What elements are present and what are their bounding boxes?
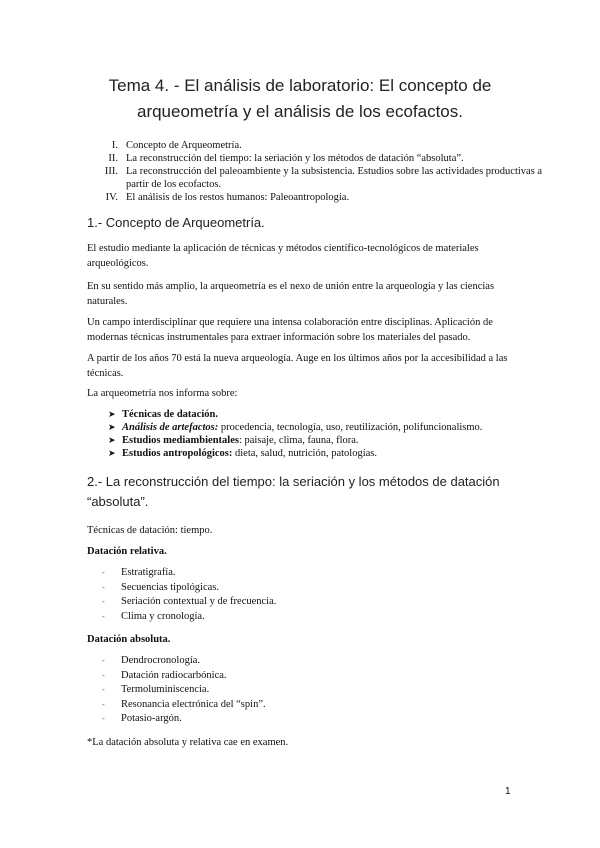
list-item: ➤ Estudios antropológicos: dieta, salud, nutrición, patologías. — [108, 448, 378, 459]
list-item: - Estratigrafía. — [102, 567, 176, 578]
absolute-dating-list — [102, 654, 502, 727]
page-number: 1 — [505, 786, 511, 797]
list-item: ➤ Análisis de artefactos: procedencia, tecnología, uso, reutilización, polifuncionalismo. — [108, 422, 483, 433]
section-1-paragraph: El estudio mediante la aplicación de técnicas y métodos científico-tecnológicos de materiales arqueológicos. — [87, 243, 479, 269]
list-item: - Secuencias tipológicas. — [102, 581, 219, 593]
toc-item: II. La reconstrucción del tiempo: la seriación y los métodos de datación “absoluta”. — [108, 153, 464, 164]
arrow-bullet-icon: ➤ — [108, 435, 116, 445]
arqueometria-topics-list — [108, 408, 538, 460]
list-item: - Potasio-argón. — [102, 713, 182, 724]
section-1-paragraph: A partir de los años 70 está la nueva arqueología. Auge en los últimos años por la accesibilidad a las técnicas. — [87, 353, 508, 379]
arrow-bullet-icon: ➤ — [108, 422, 116, 432]
arrow-bullet-icon: ➤ — [108, 409, 116, 419]
section-1-heading: 1.- Concepto de Arqueometría. — [87, 215, 265, 230]
document-title — [60, 73, 540, 125]
title-line-2: arqueometría y el análisis de los ecofactos. — [136, 102, 463, 121]
list-item: ➤ Técnicas de datación. — [108, 409, 218, 420]
title-line-1: Tema 4. - El análisis de laboratorio: El concepto de — [108, 76, 492, 95]
section-1-paragraph: La arqueometría nos informa sobre: — [87, 388, 238, 399]
list-item: - Clima y cronología. — [102, 610, 205, 622]
list-item: - Datación radiocarbónica. — [102, 669, 227, 681]
toc-item: III. La reconstrucción del paleoambiente y la subsistencia. Estudios sobre las actividades productivas a partir de los ecofactos. — [104, 166, 543, 190]
section-1-paragraph: En su sentido más amplio, la arqueometría es el nexo de unión entre la arqueología y las ciencias naturales. — [87, 281, 495, 307]
list-item: ➤ Estudios mediambientales: paisaje, clima, fauna, flora. — [108, 435, 359, 446]
list-item: - Termoluminiscencia. — [102, 684, 210, 695]
section-2-heading: 2.- La reconstrucción del tiempo: la seriación y los métodos de datación “absoluta”. — [87, 474, 500, 509]
toc-item: IV. El análisis de los restos humanos: Paleoantropología. — [105, 192, 350, 203]
toc-item: I. Concepto de Arqueometría. — [111, 140, 242, 151]
list-item: - Resonancia electrónica del “spin”. — [102, 698, 266, 710]
relative-dating-heading: Datación relativa. — [87, 546, 167, 557]
exam-note: *La datación absoluta y relativa cae en examen. — [87, 737, 289, 748]
arrow-bullet-icon: ➤ — [108, 448, 116, 458]
section-1-paragraph: Un campo interdisciplinar que requiere una intensa colaboración entre disciplinas. Aplicación de modernas técnicas instrumentales para extraer información sobre los materiales del pasado. — [87, 317, 493, 343]
absolute-dating-heading: Datación absoluta. — [87, 634, 171, 645]
relative-dating-list — [102, 566, 502, 624]
list-item: - Seriación contextual y de frecuencia. — [102, 596, 277, 607]
table-of-contents — [88, 139, 548, 204]
section-2-paragraph: Técnicas de datación: tiempo. — [87, 525, 213, 536]
list-item: - Dendrocronología. — [102, 655, 201, 666]
